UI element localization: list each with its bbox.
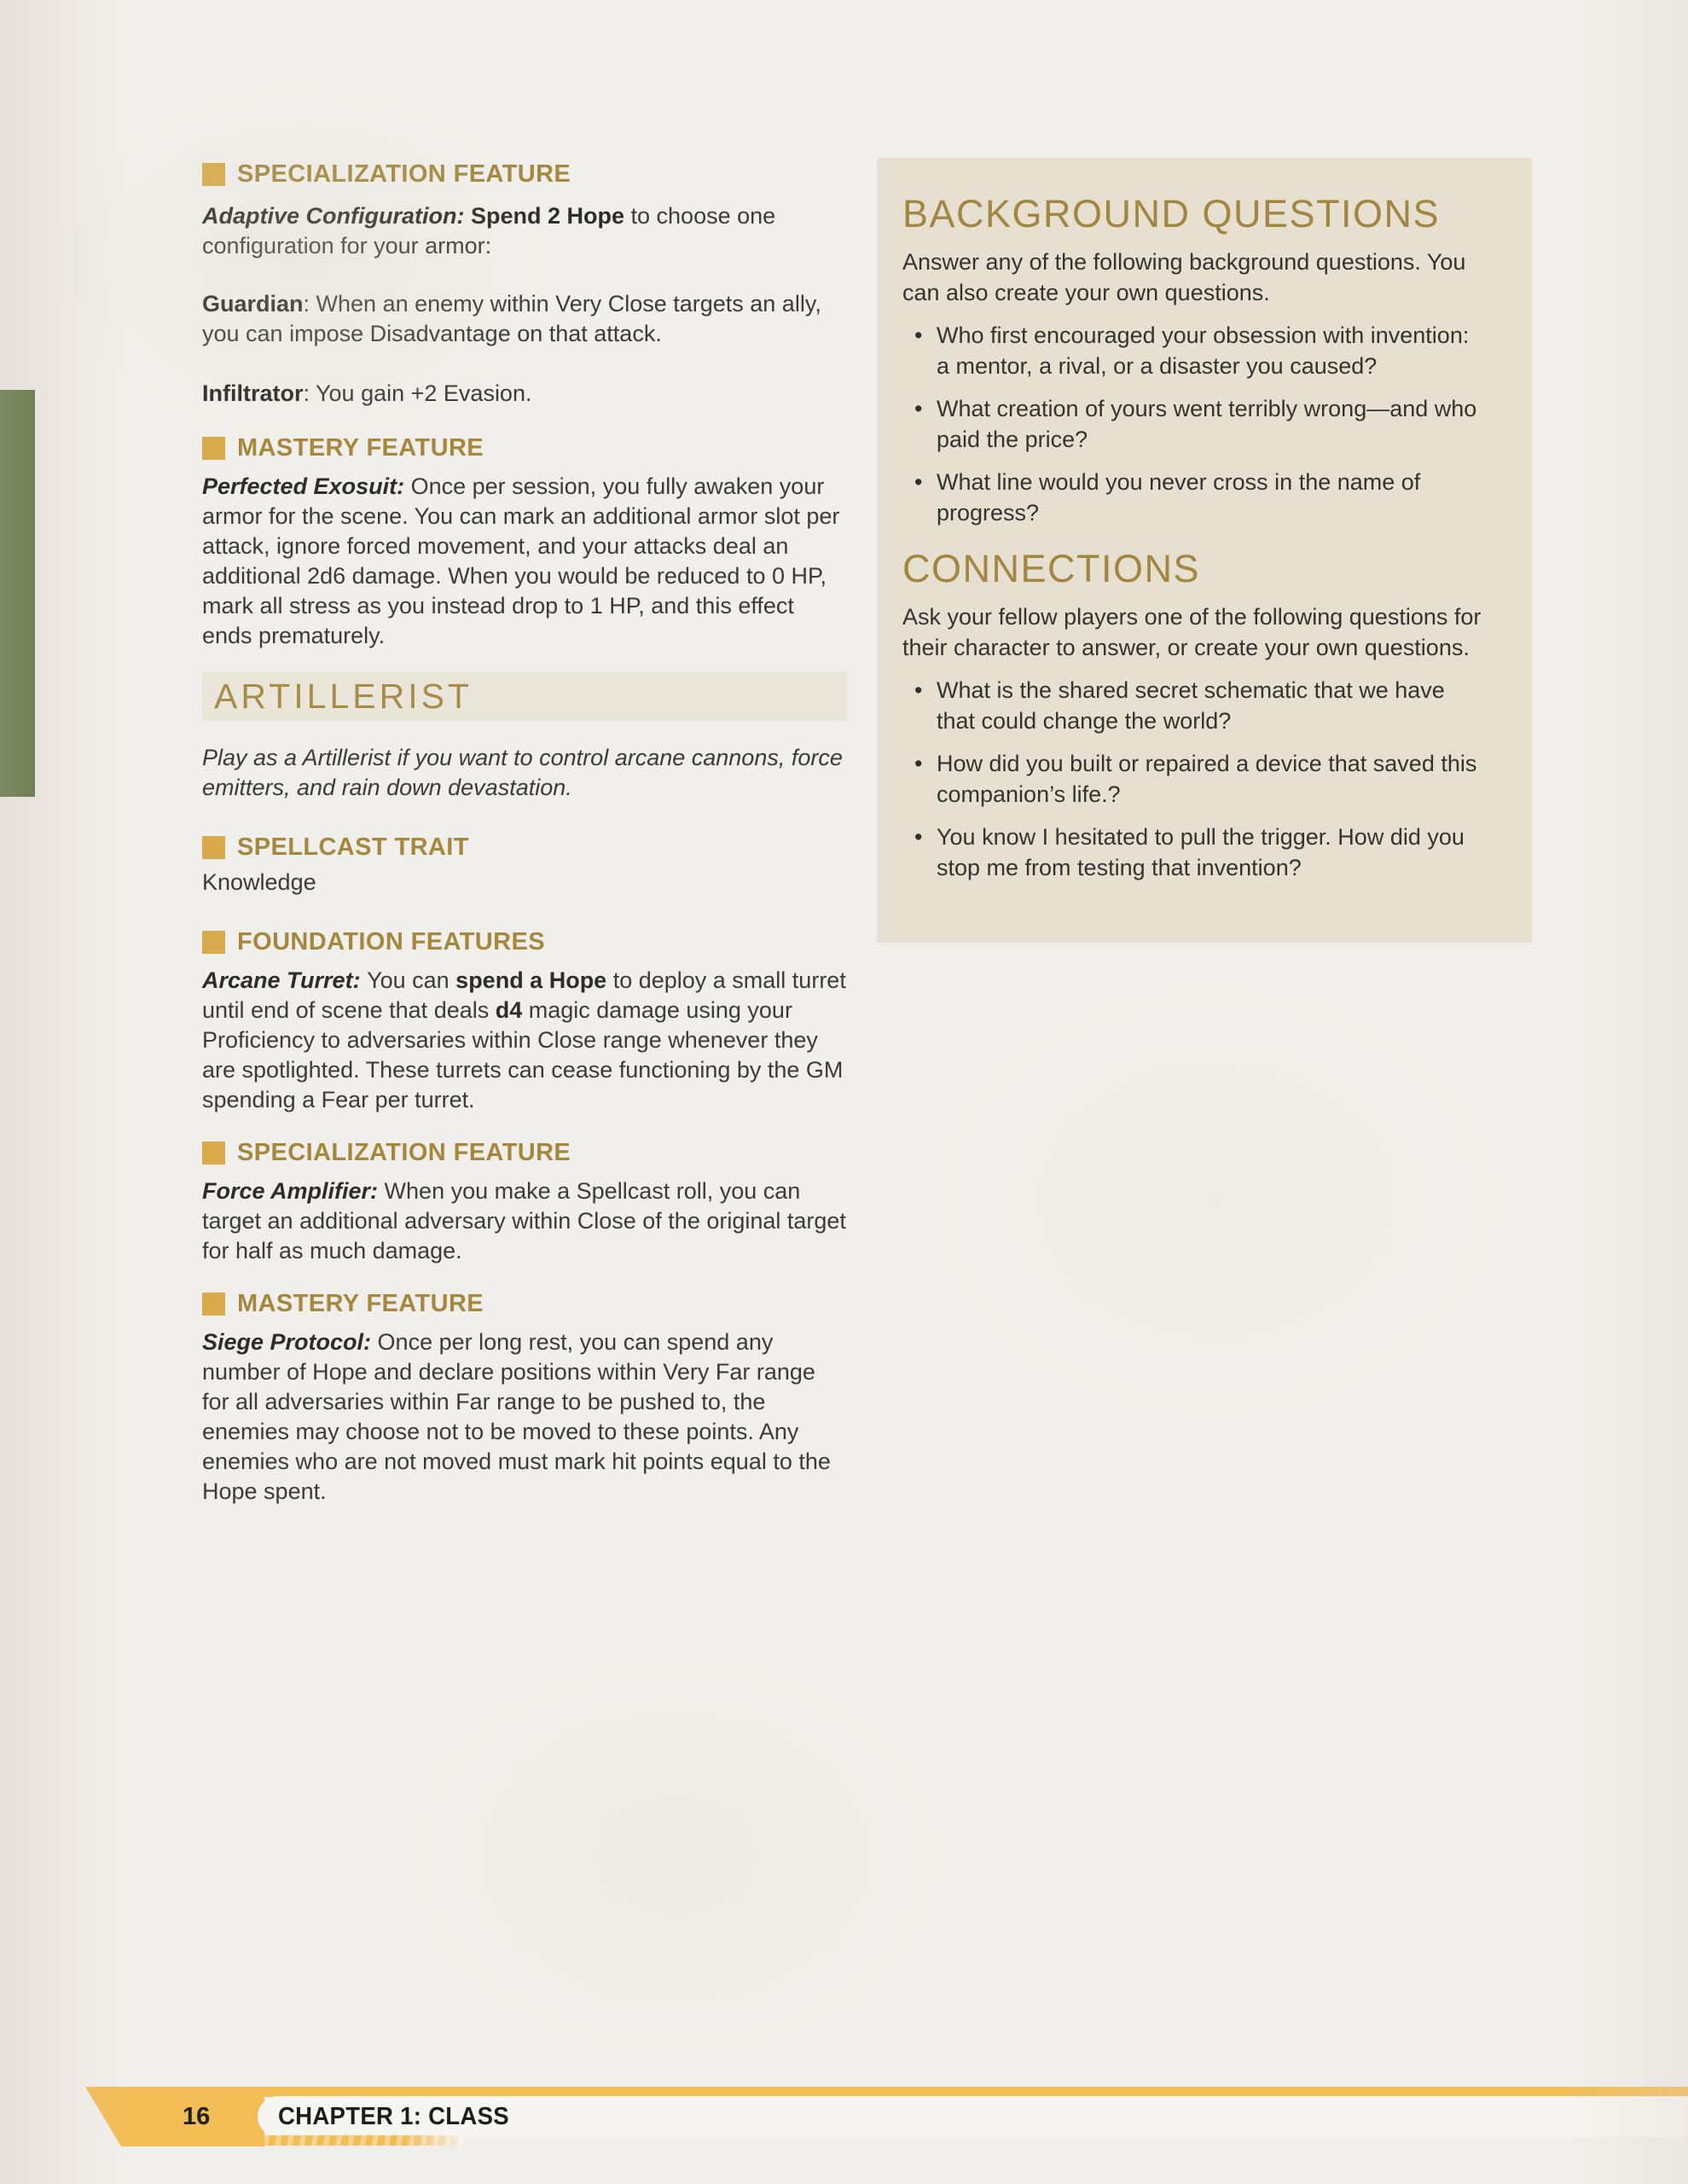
heading-label: SPECIALIZATION FEATURE	[237, 160, 571, 188]
specialization-feature-heading	[202, 160, 848, 188]
section-title: ARTILLERIST	[214, 676, 473, 716]
foundation-features-heading	[202, 928, 848, 956]
connections-intro: Ask your fellow players one of the following questions for their character to answer, or create your own questions.	[902, 604, 1482, 660]
paragraph-text: Once per session, you fully awaken your armor for the scene. You can mark an additional armor slot per attack, ignore forced movement, and your attacks deal an additional 2d6 damage. When you would be reduced to 0 HP, mark all stress as you instead drop to 1 HP, and this effect ends prematurely.	[202, 473, 840, 648]
bold-phrase: spend a Hope	[455, 967, 613, 993]
feature-name: Force Amplifier:	[202, 1178, 385, 1204]
feature-square-icon	[202, 836, 225, 859]
feature-square-icon	[202, 1141, 225, 1165]
paragraph-text: : When an enemy within Very Close targets an ally, you can impose Disadvantage on that attack.	[202, 291, 821, 346]
chapter-tab-marker	[0, 390, 35, 797]
artillerist-tagline: Play as a Artillerist if you want to control arcane cannons, force emitters, and rain down devastation.	[202, 745, 843, 800]
option-label: Guardian	[202, 291, 304, 317]
footer-distressed-texture	[264, 2135, 465, 2146]
list-item: • What is the shared secret schematic that we have that could change the world?	[937, 675, 1481, 736]
left-column	[202, 0, 848, 1507]
list-item: • Who first encouraged your obsession with invention: a mentor, a rival, or a disaster you caused?	[937, 320, 1481, 381]
chapter-label: CHAPTER 1: CLASS	[278, 2102, 509, 2130]
feature-name: Siege Protocol:	[202, 1329, 378, 1355]
force-amplifier-paragraph	[202, 1176, 848, 1266]
list-item: • What line would you never cross in the name of progress?	[937, 467, 1481, 528]
specialization-feature-heading-2	[202, 1139, 848, 1166]
list-item: • How did you built or repaired a device that saved this companion’s life.?	[937, 748, 1481, 810]
option-label: Infiltrator	[202, 380, 304, 406]
paragraph-text: to choose one configuration for your armor:	[202, 203, 776, 258]
feature-square-icon	[202, 163, 225, 186]
bold-phrase: d4	[495, 997, 529, 1023]
list-item: • What creation of yours went terribly wrong—and who paid the price?	[937, 393, 1481, 455]
arcane-turret-paragraph	[202, 966, 848, 1115]
connections-title: CONNECTIONS	[902, 547, 1201, 590]
page-number: 16	[183, 2103, 211, 2130]
spellcast-trait-value: Knowledge	[202, 869, 316, 895]
heading-label: SPECIALIZATION FEATURE	[237, 1139, 571, 1166]
footer-chapter-pill	[258, 2096, 1688, 2137]
background-questions-list	[902, 320, 1506, 528]
bold-phrase: Spend 2 Hope	[470, 203, 631, 229]
paragraph-text: You can	[367, 967, 456, 993]
paragraph-text: Once per long rest, you can spend any number of Hope and declare positions within Very Far range for all adversaries within Far range to be pushed to, the enemies may choose not to be moved to these points. Any enemies who are not moved must mark hit points equal to the Hope spent.	[202, 1329, 831, 1504]
feature-name: Adaptive Configuration:	[202, 203, 471, 229]
artillerist-section-header	[202, 671, 848, 721]
heading-label: FOUNDATION FEATURES	[237, 928, 545, 956]
paragraph-text: to deploy a small turret until end of scene that deals	[202, 967, 846, 1023]
background-questions-intro: Answer any of the following background questions. You can also create your own questions.	[902, 249, 1466, 305]
heading-label: MASTERY FEATURE	[237, 1290, 484, 1317]
feature-name: Perfected Exosuit:	[202, 473, 411, 499]
spellcast-trait-heading	[202, 834, 848, 861]
background-questions-title: BACKGROUND QUESTIONS	[902, 192, 1441, 235]
list-item: • You know I hesitated to pull the trigger. How did you stop me from testing that invention?	[937, 822, 1481, 883]
mastery-feature-heading-2	[202, 1290, 848, 1317]
mastery-feature-heading	[202, 434, 848, 462]
footer-gold-block	[85, 2087, 264, 2146]
guardian-paragraph	[202, 289, 848, 349]
perfected-exosuit-paragraph	[202, 472, 848, 651]
connections-list	[902, 675, 1506, 883]
feature-square-icon	[202, 931, 225, 954]
paragraph-text: : You gain +2 Evasion.	[303, 380, 532, 406]
heading-label: SPELLCAST TRAIT	[237, 834, 469, 861]
paragraph-text: magic damage using your Proficiency to adversaries within Close range whenever they are spotlighted. These turrets can cease functioning by the GM spending a Fear per turret.	[202, 997, 844, 1112]
feature-square-icon	[202, 437, 225, 460]
heading-label: MASTERY FEATURE	[237, 434, 484, 462]
infiltrator-paragraph	[202, 379, 848, 409]
feature-square-icon	[202, 1292, 225, 1316]
paragraph-text: When you make a Spellcast roll, you can target an additional adversary within Close of the original target for half as much damage.	[202, 1178, 846, 1263]
feature-name: Arcane Turret:	[202, 967, 368, 993]
siege-protocol-paragraph	[202, 1327, 848, 1507]
adaptive-configuration-paragraph	[202, 201, 848, 261]
background-questions-box	[877, 158, 1532, 943]
